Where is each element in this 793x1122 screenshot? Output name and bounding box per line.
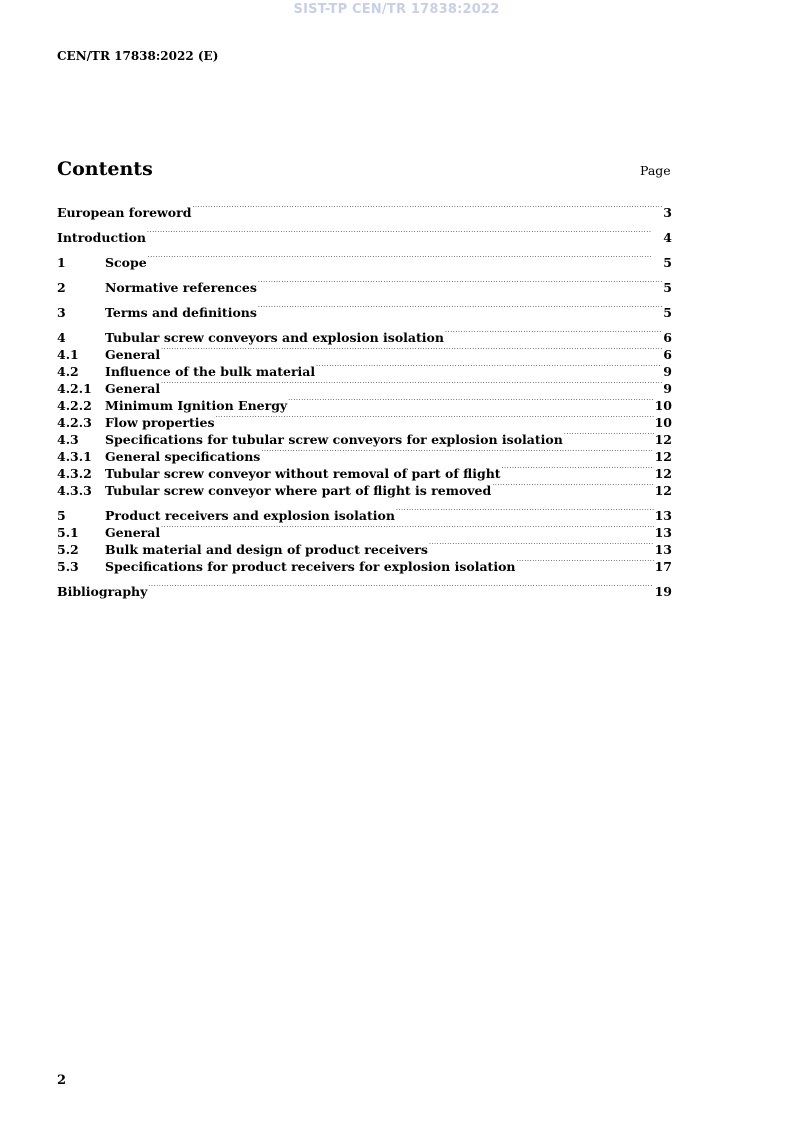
toc-entry-title: General specifications <box>105 449 261 464</box>
toc-entry-page: 12 <box>654 466 672 481</box>
toc-entry-number: 4.2.2 <box>57 398 92 413</box>
toc-entry-number: 4.3.2 <box>57 466 92 481</box>
toc-entry-number: 1 <box>57 255 66 270</box>
toc-dot-leader <box>148 250 663 267</box>
toc-group <box>57 200 672 220</box>
toc-entry-page: 6 <box>663 330 672 345</box>
toc-entry-title: Minimum Ignition Energy <box>105 398 288 413</box>
toc-entry-number: 3 <box>57 305 66 320</box>
toc-entry-page: 4 <box>663 230 672 245</box>
toc-entry[interactable] <box>57 300 672 320</box>
toc-entry-title: Specifications for product receivers for explosion isolation <box>105 559 516 574</box>
toc-entry-number: 4.2.1 <box>57 381 92 396</box>
watermark: SIST-TP CEN/TR 17838:2022 <box>293 2 500 17</box>
toc-entry-page: 5 <box>663 255 672 270</box>
contents-heading: Contents <box>57 158 153 180</box>
toc-entry-title: Terms and definitions <box>105 305 257 320</box>
toc-entry-page: 12 <box>654 483 672 498</box>
toc-dot-leader <box>161 342 662 359</box>
toc-entry-number: 4.3 <box>57 432 79 447</box>
toc-entry-page: 13 <box>654 508 672 523</box>
toc-entry-number: 4 <box>57 330 66 345</box>
toc-dot-leader <box>396 503 654 520</box>
toc-dot-leader <box>517 554 654 571</box>
toc-dot-leader <box>161 376 662 393</box>
toc-entry-title: Normative references <box>105 280 257 295</box>
toc-entry-page: 9 <box>663 364 672 379</box>
toc-entry-page: 10 <box>654 415 672 430</box>
toc-entry-number: 4.2 <box>57 364 79 379</box>
toc-entry-number: 4.1 <box>57 347 79 362</box>
toc-entry[interactable] <box>57 579 672 599</box>
toc-entry-page: 12 <box>654 432 672 447</box>
toc-dot-leader <box>316 359 662 376</box>
toc-group <box>57 225 672 245</box>
toc-entry-number: 5.3 <box>57 559 79 574</box>
toc-dot-leader <box>502 461 654 478</box>
toc-entry-page: 19 <box>654 584 672 599</box>
toc-entry[interactable] <box>57 325 672 345</box>
toc-entry-number: 2 <box>57 280 66 295</box>
toc-entry-page: 6 <box>663 347 672 362</box>
toc-entry-title: Bibliography <box>57 584 148 599</box>
toc-group <box>57 579 672 599</box>
document-id: CEN/TR 17838:2022 (E) <box>57 49 219 63</box>
toc-entry-page: 3 <box>663 205 672 220</box>
toc-entry-number: 4.3.1 <box>57 449 92 464</box>
toc-group <box>57 275 672 295</box>
toc-dot-leader <box>148 579 653 596</box>
toc-entry-title: Scope <box>105 255 147 270</box>
toc-dot-leader <box>161 520 653 537</box>
toc-entry[interactable] <box>57 250 672 270</box>
toc-entry-number: 5.1 <box>57 525 79 540</box>
toc-entry-title: Bulk material and design of product receivers <box>105 542 428 557</box>
toc-dot-leader <box>492 478 653 495</box>
toc-entry-title: Influence of the bulk material <box>105 364 316 379</box>
toc-entry-number: 4.2.3 <box>57 415 92 430</box>
toc-entry-title: Tubular screw conveyor without removal of part of flight <box>105 466 501 481</box>
toc-entry-number: 4.3.3 <box>57 483 92 498</box>
toc-entry-title: Flow properties <box>105 415 215 430</box>
toc-entry[interactable] <box>57 225 672 245</box>
toc-entry-title: Tubular screw conveyor where part of flight is removed <box>105 483 492 498</box>
toc-dot-leader <box>261 444 653 461</box>
toc-entry[interactable] <box>57 503 672 523</box>
toc-dot-leader <box>192 200 662 217</box>
table-of-contents <box>57 200 672 604</box>
toc-dot-leader <box>564 427 654 444</box>
toc-dot-leader <box>445 325 662 342</box>
toc-entry-page: 5 <box>663 305 672 320</box>
toc-entry-title: Specifications for tubular screw conveyors for explosion isolation <box>105 432 563 447</box>
toc-entry-page: 12 <box>654 449 672 464</box>
toc-entry-title: General <box>105 525 161 540</box>
toc-dot-leader <box>216 410 654 427</box>
toc-entry-page: 9 <box>663 381 672 396</box>
toc-dot-leader <box>258 275 662 292</box>
toc-dot-leader <box>258 300 662 317</box>
toc-dot-leader <box>429 537 654 554</box>
page-column-label: Page <box>640 163 671 178</box>
toc-entry-title: Introduction <box>57 230 147 245</box>
toc-entry-title: General <box>105 381 161 396</box>
toc-group <box>57 503 672 574</box>
toc-entry-title: Tubular screw conveyors and explosion isolation <box>105 330 444 345</box>
toc-group <box>57 250 672 270</box>
toc-entry-title: General <box>105 347 161 362</box>
toc-dot-leader <box>288 393 653 410</box>
toc-entry-page: 10 <box>654 398 672 413</box>
toc-entry[interactable] <box>57 275 672 295</box>
page-number: 2 <box>57 1073 67 1088</box>
toc-dot-leader <box>147 225 662 242</box>
toc-entry-page: 13 <box>654 525 672 540</box>
toc-group <box>57 300 672 320</box>
toc-entry-page: 17 <box>654 559 672 574</box>
toc-entry[interactable] <box>57 200 672 220</box>
toc-entry-number: 5 <box>57 508 66 523</box>
toc-entry-title: European foreword <box>57 205 192 220</box>
toc-group <box>57 325 672 498</box>
toc-entry-page: 13 <box>654 542 672 557</box>
toc-entry-page: 5 <box>663 280 672 295</box>
toc-entry-number: 5.2 <box>57 542 79 557</box>
toc-entry-title: Product receivers and explosion isolation <box>105 508 395 523</box>
